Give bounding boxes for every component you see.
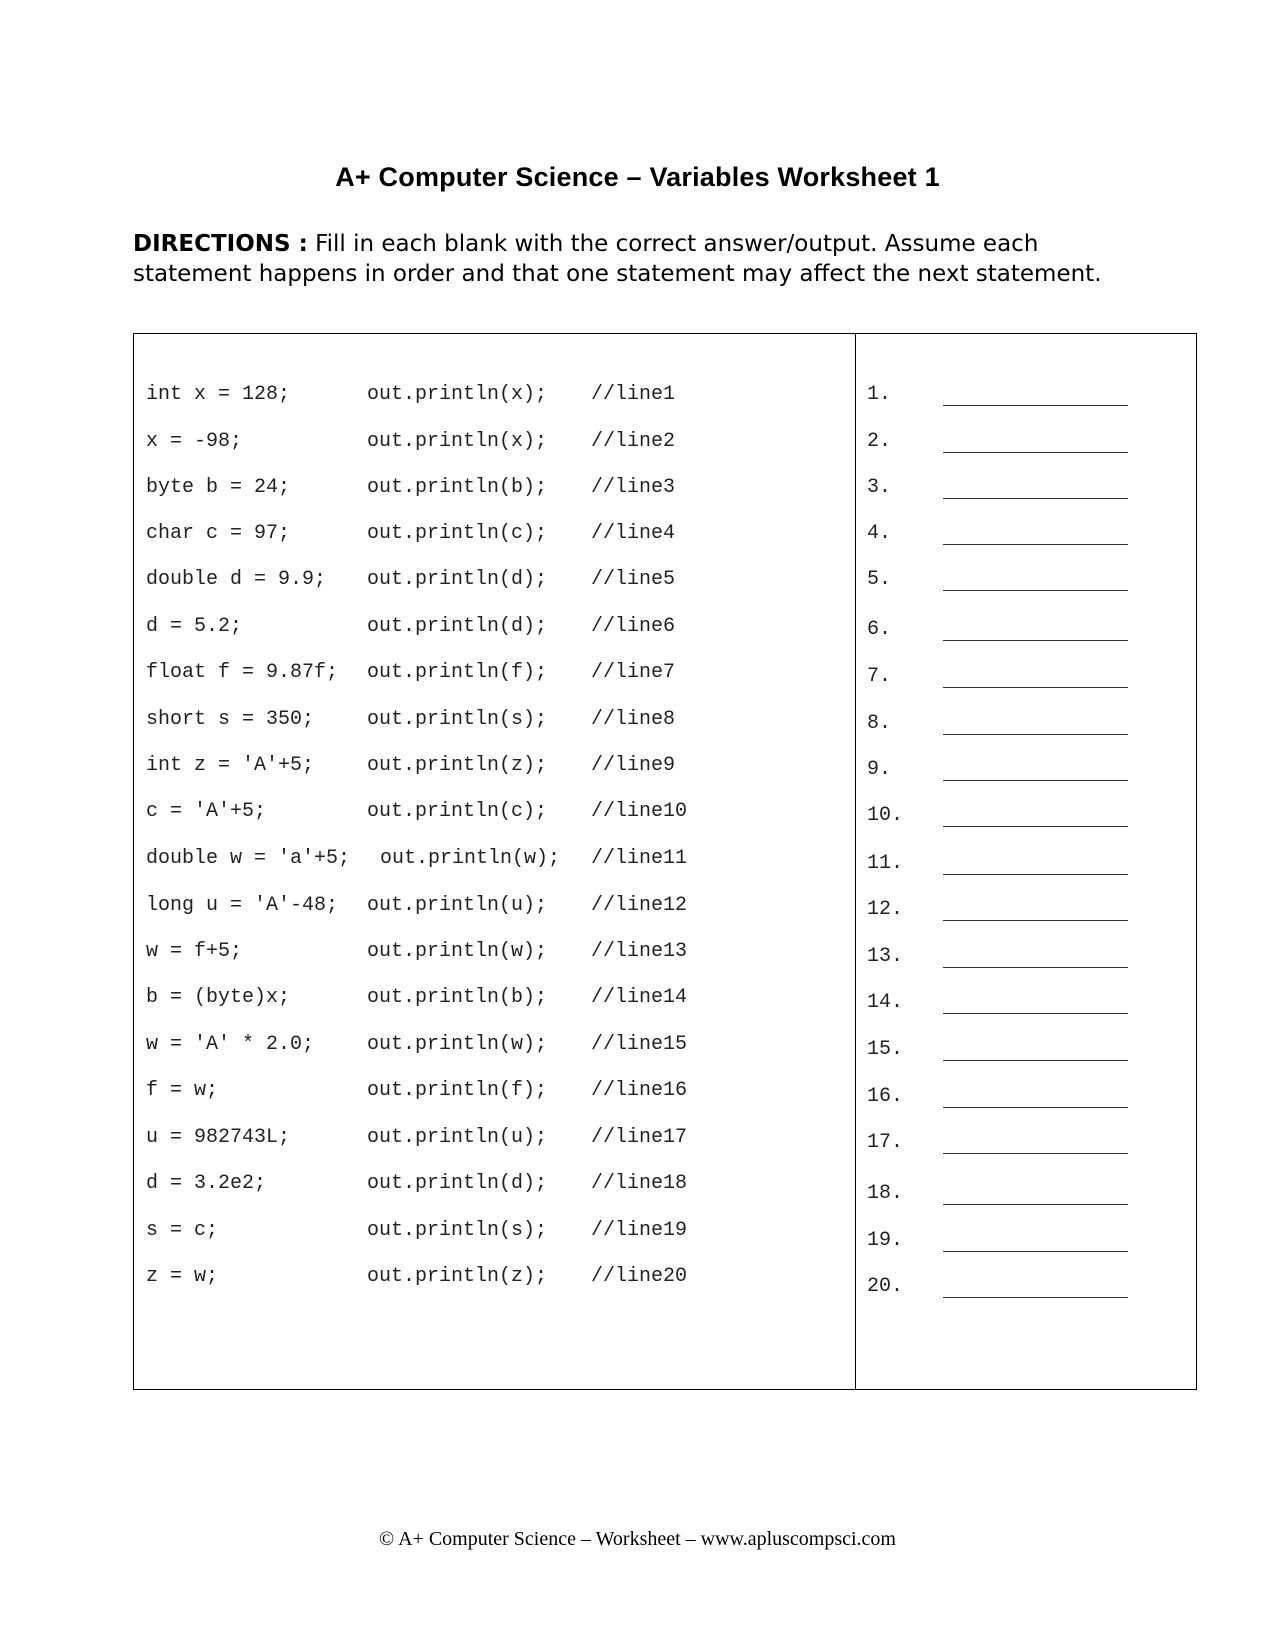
code-print: out.println(d); xyxy=(367,568,548,591)
code-print: out.println(x); xyxy=(367,383,548,406)
answer-blank[interactable] xyxy=(943,544,1128,545)
code-statement: short s = 350; xyxy=(146,708,315,731)
answer-blank[interactable] xyxy=(943,1297,1128,1298)
answer-item xyxy=(867,1229,1167,1259)
answer-item xyxy=(867,1275,1167,1305)
answer-number: 9. xyxy=(867,758,892,781)
answer-blank[interactable] xyxy=(943,1060,1128,1061)
answer-blank[interactable] xyxy=(943,1013,1128,1014)
answer-number: 8. xyxy=(867,712,892,735)
answer-number: 1. xyxy=(867,383,892,406)
answer-item xyxy=(867,430,1167,460)
code-statement: char c = 97; xyxy=(146,522,291,545)
code-print: out.println(s); xyxy=(367,1219,548,1242)
answer-number: 14. xyxy=(867,991,904,1014)
code-statement: long u = 'A'-48; xyxy=(146,894,339,917)
code-print: out.println(b); xyxy=(367,476,548,499)
answer-blank[interactable] xyxy=(943,687,1128,688)
code-statement: x = -98; xyxy=(146,430,243,453)
code-print: out.println(d); xyxy=(367,615,548,638)
code-line xyxy=(146,986,688,1016)
answer-number: 4. xyxy=(867,522,892,545)
answer-number: 20. xyxy=(867,1275,904,1298)
answer-item xyxy=(867,898,1167,928)
answer-item xyxy=(867,383,1167,413)
code-comment: //line1 xyxy=(591,383,676,406)
answer-blank[interactable] xyxy=(943,640,1128,641)
code-statement: double d = 9.9; xyxy=(146,568,327,591)
answer-item xyxy=(867,945,1167,975)
directions xyxy=(133,229,1143,289)
answer-number: 15. xyxy=(867,1038,904,1061)
code-statement: double w = 'a'+5; xyxy=(146,847,351,870)
code-print: out.println(s); xyxy=(367,708,548,731)
code-comment: //line16 xyxy=(591,1079,688,1102)
code-comment: //line13 xyxy=(591,940,688,963)
code-print: out.println(c); xyxy=(367,522,548,545)
code-print: out.println(f); xyxy=(367,1079,548,1102)
code-comment: //line10 xyxy=(591,800,688,823)
code-line xyxy=(146,476,676,506)
code-line xyxy=(146,615,676,645)
footer: © A+ Computer Science – Worksheet – www.apluscompsci.com xyxy=(379,1528,896,1550)
worksheet-title: A+ Computer Science – Variables Worksheet 1 xyxy=(335,162,940,192)
code-comment: //line18 xyxy=(591,1172,688,1195)
answer-number: 16. xyxy=(867,1085,904,1108)
answer-item xyxy=(867,804,1167,834)
answer-item xyxy=(867,522,1167,552)
code-comment: //line2 xyxy=(591,430,676,453)
answer-number: 2. xyxy=(867,430,892,453)
answer-blank[interactable] xyxy=(943,1153,1128,1154)
answer-item xyxy=(867,1182,1167,1212)
answer-blank[interactable] xyxy=(943,1107,1128,1108)
code-comment: //line15 xyxy=(591,1033,688,1056)
code-statement: int z = 'A'+5; xyxy=(146,754,315,777)
code-comment: //line20 xyxy=(591,1265,688,1288)
code-comment: //line5 xyxy=(591,568,676,591)
code-print: out.println(w); xyxy=(367,940,548,963)
code-print: out.println(b); xyxy=(367,986,548,1009)
answer-blank[interactable] xyxy=(943,590,1128,591)
code-print: out.println(w); xyxy=(367,1033,548,1056)
code-print: out.println(z); xyxy=(367,1265,548,1288)
directions-text: Fill in each blank with the correct answer/output. Assume each statement happens in order and that one statement may affect the next statement. xyxy=(133,231,1102,287)
answer-blank[interactable] xyxy=(943,405,1128,406)
code-line xyxy=(146,1172,688,1202)
code-line xyxy=(146,800,688,830)
code-comment: //line3 xyxy=(591,476,676,499)
code-print: out.println(z); xyxy=(367,754,548,777)
answer-item xyxy=(867,712,1167,742)
worksheet-box xyxy=(133,333,1197,1390)
code-line xyxy=(146,1126,688,1156)
answer-number: 6. xyxy=(867,618,892,641)
answer-number: 7. xyxy=(867,665,892,688)
code-line xyxy=(146,894,688,924)
code-print: out.println(d); xyxy=(367,1172,548,1195)
answer-number: 12. xyxy=(867,898,904,921)
code-statement: z = w; xyxy=(146,1265,219,1288)
answer-blank[interactable] xyxy=(943,1251,1128,1252)
answer-number: 18. xyxy=(867,1182,904,1205)
code-statement: b = (byte)x; xyxy=(146,986,291,1009)
code-line xyxy=(146,1265,688,1295)
answer-item xyxy=(867,476,1167,506)
code-comment: //line8 xyxy=(591,708,676,731)
answer-number: 13. xyxy=(867,945,904,968)
directions-label: DIRECTIONS : xyxy=(133,231,308,257)
code-line xyxy=(146,1033,688,1063)
answer-item xyxy=(867,991,1167,1021)
code-print: out.println(w); xyxy=(380,847,561,870)
code-statement: u = 982743L; xyxy=(146,1126,291,1149)
code-print: out.println(f); xyxy=(367,661,548,684)
code-comment: //line19 xyxy=(591,1219,688,1242)
code-line xyxy=(146,847,688,877)
code-comment: //line7 xyxy=(591,661,676,684)
code-line xyxy=(146,522,676,552)
answer-item xyxy=(867,1038,1167,1068)
code-print: out.println(c); xyxy=(367,800,548,823)
answer-blank[interactable] xyxy=(943,1204,1128,1205)
answer-item xyxy=(867,852,1167,882)
code-line xyxy=(146,1079,688,1109)
code-comment: //line11 xyxy=(591,847,688,870)
answer-number: 17. xyxy=(867,1131,904,1154)
answer-number: 19. xyxy=(867,1229,904,1252)
code-print: out.println(x); xyxy=(367,430,548,453)
answer-blank[interactable] xyxy=(943,874,1128,875)
answer-blank[interactable] xyxy=(943,967,1128,968)
code-statement: s = c; xyxy=(146,1219,219,1242)
code-statement: byte b = 24; xyxy=(146,476,291,499)
code-comment: //line4 xyxy=(591,522,676,545)
code-statement: int x = 128; xyxy=(146,383,291,406)
code-line xyxy=(146,430,676,460)
code-comment: //line12 xyxy=(591,894,688,917)
answer-blank[interactable] xyxy=(943,498,1128,499)
code-line xyxy=(146,940,688,970)
answer-item xyxy=(867,758,1167,788)
answer-number: 11. xyxy=(867,852,904,875)
code-statement: d = 5.2; xyxy=(146,615,243,638)
code-statement: f = w; xyxy=(146,1079,219,1102)
answer-number: 10. xyxy=(867,804,904,827)
answer-item xyxy=(867,568,1167,598)
code-print: out.println(u); xyxy=(367,894,548,917)
code-statement: c = 'A'+5; xyxy=(146,800,267,823)
code-statement: d = 3.2e2; xyxy=(146,1172,267,1195)
column-divider xyxy=(855,334,856,1389)
answer-blank[interactable] xyxy=(943,780,1128,781)
code-comment: //line14 xyxy=(591,986,688,1009)
answer-blank[interactable] xyxy=(943,734,1128,735)
answer-item xyxy=(867,1085,1167,1115)
code-line xyxy=(146,754,676,784)
code-line xyxy=(146,1219,688,1249)
answer-blank[interactable] xyxy=(943,452,1128,453)
code-comment: //line17 xyxy=(591,1126,688,1149)
code-line xyxy=(146,708,676,738)
code-statement: float f = 9.87f; xyxy=(146,661,339,684)
answer-blank[interactable] xyxy=(943,826,1128,827)
answer-item xyxy=(867,618,1167,648)
code-line xyxy=(146,661,676,691)
code-statement: w = 'A' * 2.0; xyxy=(146,1033,315,1056)
code-line xyxy=(146,568,676,598)
answer-blank[interactable] xyxy=(943,920,1128,921)
answer-number: 3. xyxy=(867,476,892,499)
answer-item xyxy=(867,665,1167,695)
code-print: out.println(u); xyxy=(367,1126,548,1149)
answer-item xyxy=(867,1131,1167,1161)
code-comment: //line6 xyxy=(591,615,676,638)
code-statement: w = f+5; xyxy=(146,940,243,963)
code-line xyxy=(146,383,676,413)
code-comment: //line9 xyxy=(591,754,676,777)
answer-number: 5. xyxy=(867,568,892,591)
